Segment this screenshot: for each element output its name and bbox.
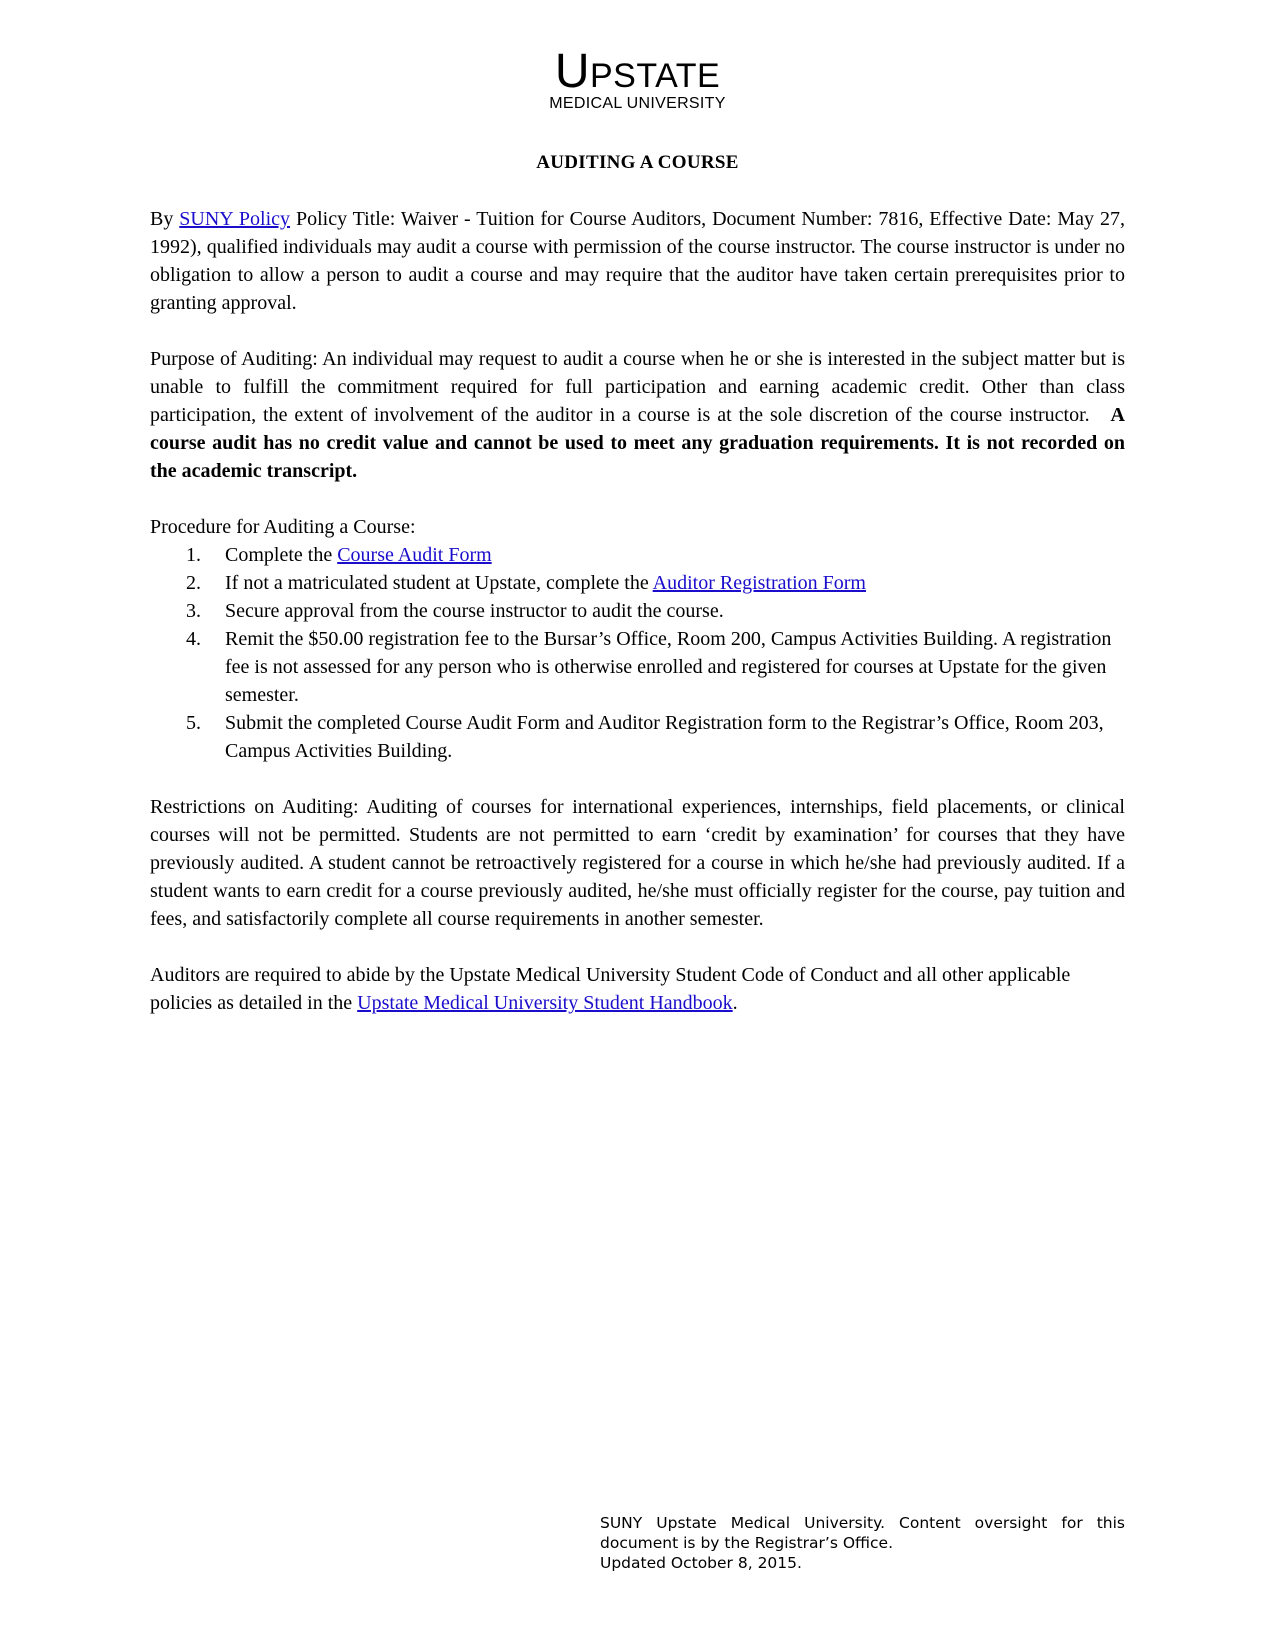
- footer-oversight-note: SUNY Upstate Medical University. Content oversight for this document is by the Registrar’s Office.: [600, 1514, 1125, 1552]
- conduct-paragraph: Auditors are required to abide by the Upstate Medical University Student Code of Conduct and all other applicable policies as detailed in the Upstate Medical University Student Handbook.: [150, 964, 1071, 1014]
- purpose-paragraph: Purpose of Auditing: An individual may request to audit a course when he or she is interested in the subject matter but is unable to fulfill the commitment required for full participation and earning academic credit. Other than class participation, the extent of involvement of the auditor in a course is at the sole discretion of the course instructor. A course audit has no credit value and cannot be used to meet any graduation requirements. It is not recorded on the academic transcript.: [150, 348, 1125, 482]
- logo-wordmark: UPSTATE: [554, 45, 721, 98]
- restrictions-paragraph: Restrictions on Auditing: Auditing of courses for international experiences, internships, field placements, or clinical courses will not be permitted. Students are not permitted to earn ‘credit by examination’ for courses that they have previously audited. A student cannot be retroactively registered for a course in which he/she had previously audited. If a student wants to earn credit for a course previously audited, he/she must officially register for the course, pay tuition and fees, and satisfactorily complete all course requirements in another semester.: [150, 796, 1125, 930]
- list-item: 2. If not a matriculated student at Upstate, complete the Auditor Registration Form: [186, 572, 866, 594]
- list-item: 4. Remit the $50.00 registration fee to the Bursar’s Office, Room 200, Campus Activities Building. A registration fee is not assessed for any person who is otherwise enrolled and registered for courses at Upstate for the given semester.: [186, 628, 1112, 706]
- logo-subtitle: MEDICAL UNIVERSITY: [549, 95, 726, 112]
- page-title: AUDITING A COURSE: [536, 152, 739, 173]
- footer-updated-date: Updated October 8, 2015.: [600, 1554, 802, 1572]
- list-item: 1. Complete the Course Audit Form: [186, 544, 492, 566]
- procedure-heading: Procedure for Auditing a Course:: [150, 516, 416, 538]
- student-handbook-link[interactable]: Upstate Medical University Student Handbook: [357, 992, 733, 1014]
- course-audit-form-link[interactable]: Course Audit Form: [337, 544, 492, 566]
- list-item: 3. Secure approval from the course instructor to audit the course.: [186, 600, 724, 622]
- suny-policy-link[interactable]: SUNY Policy: [179, 208, 291, 230]
- auditor-registration-form-link[interactable]: Auditor Registration Form: [652, 572, 866, 594]
- purpose-bold-notice: A course audit has no credit value and cannot be used to meet any graduation requirements. It is not recorded on the academic transcript.: [150, 404, 1125, 482]
- procedure-list: [150, 541, 1125, 765]
- list-item: 5. Submit the completed Course Audit Form and Auditor Registration form to the Registrar’s Office, Room 203, Campus Activities Building.: [186, 712, 1104, 762]
- page-footer: [600, 1513, 1125, 1573]
- university-logo: [0, 45, 1275, 114]
- intro-paragraph: By SUNY Policy Policy Title: Waiver - Tuition for Course Auditors, Document Number: 7816, Effective Date: May 27, 1992), qualified individuals may audit a course with permission of the course instructor. The course instructor is under no obligation to allow a person to audit a course and may require that the auditor have taken certain prerequisites prior to granting approval.: [150, 208, 1125, 314]
- document-body: [150, 205, 1125, 1045]
